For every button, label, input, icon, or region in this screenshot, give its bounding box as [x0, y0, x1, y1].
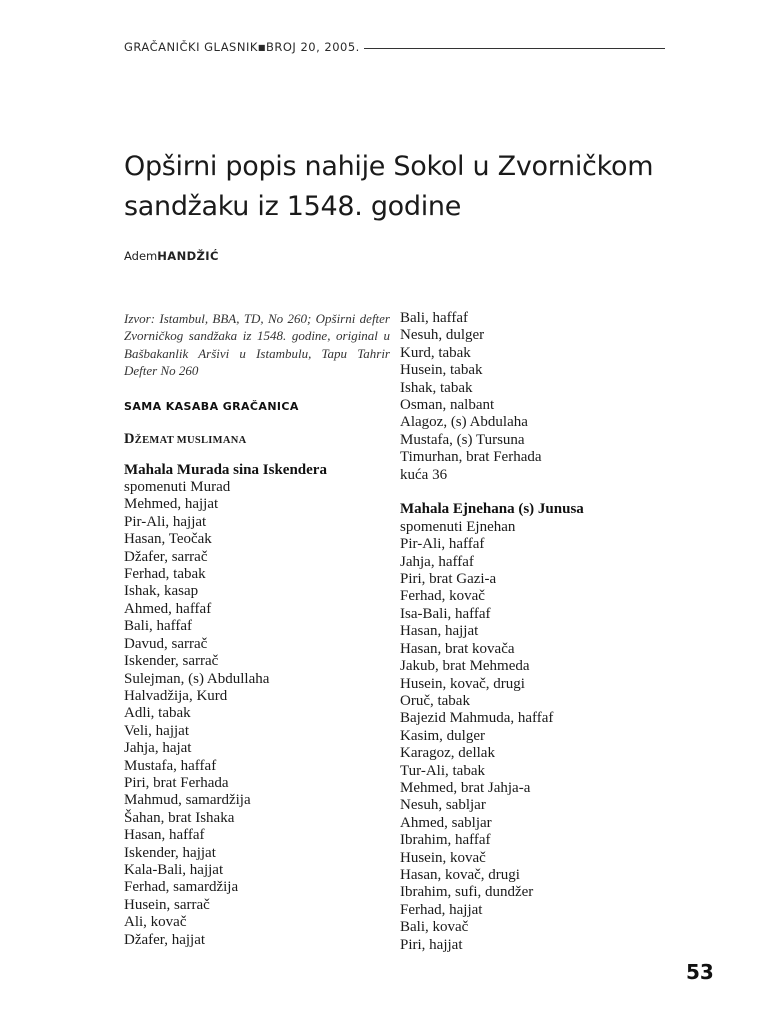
list-item: Timurhan, brat Ferhada	[400, 449, 542, 466]
sub-heading	[124, 430, 390, 449]
entry-list	[124, 479, 390, 949]
list-item: Kala-Bali, hajjat	[124, 861, 224, 878]
header-rule	[364, 48, 665, 49]
list-item: Ishak, kasap	[124, 583, 199, 600]
list-item: Ferhad, hajjat	[400, 901, 483, 918]
list-item: Husein, kovač	[400, 849, 486, 866]
list-item: Bajezid Mahmuda, haffaf	[400, 710, 554, 727]
list-item: Ibrahim, sufi, dundžer	[400, 884, 534, 901]
source-note: Izvor: Istambul, BBA, TD, No 260; Opširni defter Zvorničkog sandžaka iz 1548. godine, original u Bašbakanlik Aršivi u Istambulu, Tapu Tahrir Defter No 260	[124, 311, 390, 379]
list-item: Kasim, dulger	[400, 727, 485, 744]
list-item: Ishak, tabak	[400, 379, 473, 396]
mahala-heading: Mahala Murada sina Iskendera	[124, 461, 327, 478]
list-item: Ahmed, sabljar	[400, 814, 492, 831]
list-item: Piri, hajjat	[400, 936, 463, 953]
list-item: Džafer, hajjat	[124, 931, 206, 948]
list-item: Bali, haffaf	[124, 618, 193, 635]
list-item: Piri, brat Gazi-a	[400, 571, 497, 588]
list-item: spomenuti Murad	[124, 479, 231, 496]
list-item: Sulejman, (s) Abdullaha	[124, 670, 270, 687]
list-item: Ferhad, tabak	[124, 566, 206, 583]
list-item: Nesuh, dulger	[400, 327, 485, 344]
list-item: Ali, kovač	[124, 914, 187, 931]
list-item: Iskender, hajjat	[124, 844, 216, 861]
list-item: Jahja, hajat	[124, 740, 192, 757]
entry-list-top	[400, 310, 690, 467]
journal-name: GRAČANIČKI GLASNIK	[124, 40, 258, 54]
issue-label: BROJ 20, 2005.	[265, 40, 360, 54]
list-item: Mustafa, haffaf	[124, 757, 217, 774]
list-item: Karagoz, dellak	[400, 745, 495, 762]
list-item: Iskender, sarrač	[124, 653, 219, 670]
list-item: Kurd, tabak	[400, 344, 471, 361]
list-item: Bali, haffaf	[400, 310, 469, 326]
list-item: Piri, brat Ferhada	[124, 774, 229, 791]
list-item: spomenuti Ejnehan	[400, 518, 516, 535]
list-item: Isa-Bali, haffaf	[400, 605, 491, 622]
list-item: Mehmed, brat Jahja-a	[400, 779, 531, 796]
list-item: Jahja, haffaf	[400, 553, 474, 570]
list-item: Mahmud, samardžija	[124, 792, 251, 809]
list-item: Jakub, brat Mehmeda	[400, 658, 530, 675]
list-item: Nesuh, sabljar	[400, 797, 486, 814]
list-item: Ferhad, samardžija	[124, 879, 239, 896]
running-header	[124, 40, 360, 54]
list-item: Oruč, tabak	[400, 692, 470, 709]
list-item: Ahmed, haffaf	[124, 600, 212, 617]
list-item: Ferhad, kovač	[400, 588, 485, 605]
list-item: Osman, nalbant	[400, 397, 495, 414]
list-item: Šahan, brat Ishaka	[124, 809, 235, 826]
list-item: Pir-Ali, haffaf	[400, 536, 485, 553]
list-item: Ibrahim, haffaf	[400, 832, 491, 849]
list-item: Mehmed, hajjat	[124, 496, 219, 513]
house-count: kuća 36	[400, 466, 448, 483]
list-item: Pir-Ali, hajjat	[124, 513, 207, 530]
list-item: Veli, hajjat	[124, 722, 189, 739]
sub-heading-rest: ŽEMAT MUSLIMANA	[134, 434, 247, 446]
list-item: Davud, sarrač	[124, 635, 208, 652]
list-item: Tur-Ali, tabak	[400, 762, 485, 779]
list-item: Mustafa, (s) Tursuna	[400, 431, 525, 448]
article-title: Opširni popis nahije Sokol u Zvorničkom sandžaku iz 1548. godine	[124, 151, 654, 222]
byline	[124, 249, 219, 263]
sub-heading-initial: D	[124, 430, 135, 447]
list-item: Husein, sarrač	[124, 896, 210, 913]
list-item: Halvadžija, Kurd	[124, 687, 228, 704]
author-last-name: HANDŽIĆ	[157, 249, 219, 263]
author-first-name: Adem	[124, 249, 158, 263]
list-item: Husein, kovač, drugi	[400, 675, 525, 692]
right-column	[400, 310, 690, 954]
list-item: Hasan, Teočak	[124, 531, 212, 548]
header-separator-icon: ■	[257, 43, 266, 52]
left-column	[124, 310, 390, 949]
list-item: Hasan, hajjat	[400, 623, 479, 640]
list-item: Bali, kovač	[400, 919, 469, 936]
list-item: Hasan, brat kovača	[400, 640, 515, 657]
page-number: 53	[686, 960, 714, 984]
mahala-heading: Mahala Ejnehana (s) Junusa	[400, 501, 584, 518]
list-item: Hasan, kovač, drugi	[400, 866, 520, 883]
list-item: Adli, tabak	[124, 705, 191, 722]
list-item: Hasan, haffaf	[124, 827, 205, 844]
section-heading: SAMA KASABA GRAČANICA	[124, 399, 299, 413]
list-item: Džafer, sarrač	[124, 548, 208, 565]
list-item: Alagoz, (s) Abdulaha	[400, 414, 528, 431]
list-item: Husein, tabak	[400, 362, 483, 379]
entry-list	[400, 519, 690, 954]
spacer	[400, 484, 690, 501]
